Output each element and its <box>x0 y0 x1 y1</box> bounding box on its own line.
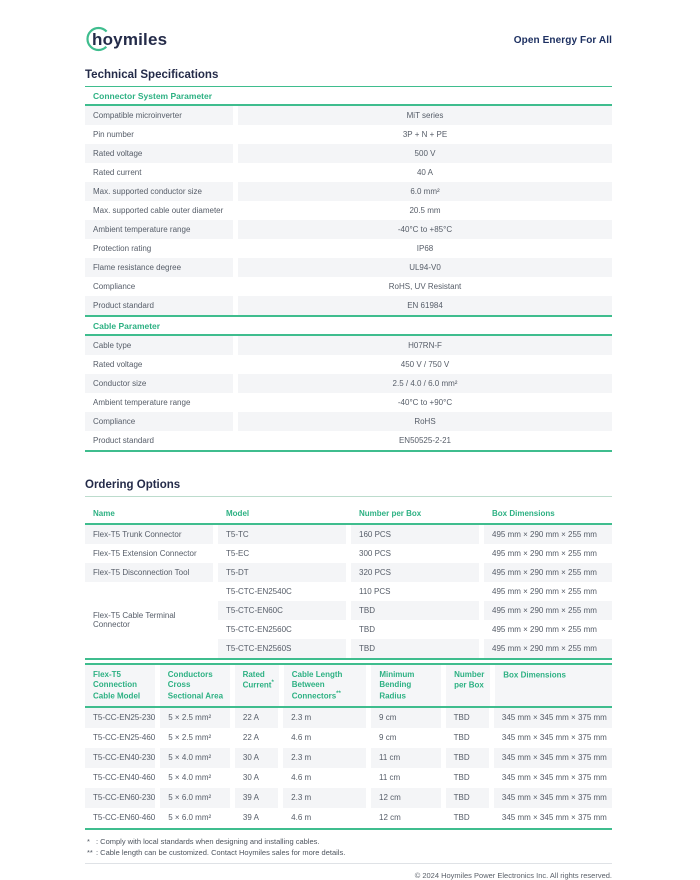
cell-number-per-box: TBD <box>446 748 489 768</box>
cell-cable-model: T5-CC-EN25-230 <box>85 708 155 728</box>
cell-box-dimensions: 495 mm × 290 mm × 255 mm <box>484 582 612 601</box>
table-row <box>85 788 612 808</box>
spec-row <box>85 144 612 163</box>
spec-row <box>85 336 612 355</box>
column-header <box>371 665 441 706</box>
table-row <box>85 728 612 748</box>
spec-value: 2.5 / 4.0 / 6.0 mm² <box>238 374 612 393</box>
spec-value: UL94-V0 <box>238 258 612 277</box>
spec-label: Cable type <box>85 336 233 355</box>
cell-rated-current: 22 A <box>235 708 278 728</box>
cell-cable-length: 2.3 m <box>283 708 366 728</box>
spec-row <box>85 258 612 277</box>
spec-row <box>85 355 612 374</box>
cell-box-dimensions: 495 mm × 290 mm × 255 mm <box>484 620 612 639</box>
cell-cable-model: T5-CC-EN25-460 <box>85 728 155 748</box>
cell-box-dimensions: 345 mm × 345 mm × 375 mm <box>494 748 612 768</box>
spec-label: Ambient temperature range <box>85 220 233 239</box>
hoymiles-logo-image <box>85 22 177 54</box>
tagline: Open Energy For All <box>513 34 612 46</box>
cell-model: T5-CTC-EN2540C <box>218 582 346 601</box>
spec-value: 3P + N + PE <box>238 125 612 144</box>
cell-name: Flex-T5 Trunk Connector <box>85 525 213 544</box>
spec-label: Protection rating <box>85 239 233 258</box>
spec-label: Product standard <box>85 431 233 450</box>
table-row <box>218 620 612 639</box>
cell-box-dimensions: 495 mm × 290 mm × 255 mm <box>484 563 612 582</box>
spec-label: Pin number <box>85 125 233 144</box>
ordering-options-title: Ordering Options <box>85 479 612 497</box>
cell-number-per-box: TBD <box>351 601 479 620</box>
column-header <box>284 665 367 706</box>
column-header: Box Dimensions <box>492 509 555 518</box>
cell-cable-model: T5-CC-EN40-460 <box>85 768 155 788</box>
cell-model: T5-TC <box>218 525 346 544</box>
spec-row <box>85 201 612 220</box>
spec-value: 20.5 mm <box>238 201 612 220</box>
column-header: Model <box>226 509 250 518</box>
spec-value: 6.0 mm² <box>238 182 612 201</box>
table-row <box>85 808 612 828</box>
cell-bending-radius: 11 cm <box>371 748 441 768</box>
cell-rated-current: 22 A <box>235 728 278 748</box>
column-header-footnote-marker: ** <box>336 690 341 697</box>
spec-label: Compliance <box>85 277 233 296</box>
table-row <box>85 708 612 728</box>
spec-value: RoHS, UV Resistant <box>238 277 612 296</box>
spec-row <box>85 220 612 239</box>
footnote-text: : Cable length can be customized. Contact Hoymiles sales for more details. <box>96 847 346 857</box>
spec-label: Compatible microinverter <box>85 106 233 125</box>
cell-cross-sectional-area: 5 × 6.0 mm² <box>160 788 230 808</box>
footnote <box>85 847 612 858</box>
cell-cable-length: 2.3 m <box>283 748 366 768</box>
cell-name: Flex-T5 Extension Connector <box>85 544 213 563</box>
logo-wordmark: hoymiles <box>92 29 168 49</box>
cell-box-dimensions: 345 mm × 345 mm × 375 mm <box>494 768 612 788</box>
group-rows <box>218 582 612 658</box>
spec-value: 500 V <box>238 144 612 163</box>
spec-label: Max. supported conductor size <box>85 182 233 201</box>
footer-divider <box>85 863 612 864</box>
column-header <box>85 665 155 706</box>
spec-row <box>85 163 612 182</box>
spec-row <box>85 182 612 201</box>
table-row <box>218 639 612 658</box>
column-header: Number per Box <box>359 509 422 518</box>
cell-box-dimensions: 345 mm × 345 mm × 375 mm <box>494 728 612 748</box>
table-row <box>85 525 612 544</box>
cable-terminal-connector-group <box>85 582 612 658</box>
cell-cable-length: 4.6 m <box>283 728 366 748</box>
spec-row <box>85 374 612 393</box>
footnote <box>85 836 612 847</box>
hoymiles-logo <box>85 22 177 59</box>
cell-box-dimensions: 345 mm × 345 mm × 375 mm <box>494 788 612 808</box>
cell-model: T5-DT <box>218 563 346 582</box>
cell-number-per-box: 300 PCS <box>351 544 479 563</box>
table-row <box>85 748 612 768</box>
spec-label: Compliance <box>85 412 233 431</box>
connection-cable-ordering-table <box>85 663 612 830</box>
cell-bending-radius: 9 cm <box>371 708 441 728</box>
copyright-text: © 2024 Hoymiles Power Electronics Inc. All rights reserved. <box>414 870 612 880</box>
spec-label: Rated current <box>85 163 233 182</box>
cell-box-dimensions: 345 mm × 345 mm × 375 mm <box>494 708 612 728</box>
spec-label: Rated voltage <box>85 355 233 374</box>
column-header-label: Cable Length Between Connectors <box>291 670 343 701</box>
cell-number-per-box: TBD <box>446 708 489 728</box>
cell-box-dimensions: 495 mm × 290 mm × 255 mm <box>484 525 612 544</box>
spec-row <box>85 106 612 125</box>
tech-specs-title: Technical Specifications <box>85 69 612 87</box>
cell-model: T5-CTC-EN2560S <box>218 639 346 658</box>
cell-model: T5-EC <box>218 544 346 563</box>
cell-cable-length: 4.6 m <box>283 768 366 788</box>
spec-value: 450 V / 750 V <box>238 355 612 374</box>
spec-value: H07RN-F <box>238 336 612 355</box>
cell-number-per-box: 160 PCS <box>351 525 479 544</box>
cell-rated-current: 39 A <box>235 808 278 828</box>
cell-number-per-box: 110 PCS <box>351 582 479 601</box>
connector-ordering-header-row <box>85 503 612 525</box>
cell-rated-current: 39 A <box>235 788 278 808</box>
spec-row <box>85 431 612 450</box>
cell-number-per-box: 320 PCS <box>351 563 479 582</box>
cable-spec-table <box>85 336 612 452</box>
cell-number-per-box: TBD <box>446 728 489 748</box>
table-row <box>85 563 612 582</box>
cell-cable-length: 2.3 m <box>283 788 366 808</box>
column-header-footnote-marker: * <box>271 680 274 687</box>
spec-label: Rated voltage <box>85 144 233 163</box>
cell-rated-current: 30 A <box>235 748 278 768</box>
column-header-label: Rated Current <box>242 670 272 691</box>
cell-name: Flex-T5 Disconnection Tool <box>85 563 213 582</box>
footnote-marker: * <box>87 836 90 846</box>
cell-cable-model: T5-CC-EN40-230 <box>85 748 155 768</box>
spec-row <box>85 393 612 412</box>
spec-label: Flame resistance degree <box>85 258 233 277</box>
spec-row <box>85 125 612 144</box>
column-header-label: Flex-T5 Connection Cable Model <box>93 670 141 701</box>
cell-bending-radius: 9 cm <box>371 728 441 748</box>
cell-cable-model: T5-CC-EN60-230 <box>85 788 155 808</box>
cell-bending-radius: 12 cm <box>371 788 441 808</box>
cell-bending-radius: 12 cm <box>371 808 441 828</box>
connector-ordering-body <box>85 525 612 582</box>
column-header: Name <box>93 509 115 518</box>
footnote-marker: ** <box>87 847 93 857</box>
group-name-cell: Flex-T5 Cable Terminal Connector <box>85 582 213 658</box>
spec-label: Product standard <box>85 296 233 315</box>
spec-label: Max. supported cable outer diameter <box>85 201 233 220</box>
table-row <box>85 544 612 563</box>
cell-cross-sectional-area: 5 × 4.0 mm² <box>160 768 230 788</box>
table-row <box>218 601 612 620</box>
column-header <box>446 665 490 706</box>
cable-parameter-section <box>85 317 612 452</box>
cell-number-per-box: TBD <box>446 768 489 788</box>
connector-ordering-table <box>85 503 612 660</box>
spec-value: -40°C to +85°C <box>238 220 612 239</box>
column-header <box>160 665 230 706</box>
cell-cross-sectional-area: 5 × 4.0 mm² <box>160 748 230 768</box>
cell-cross-sectional-area: 5 × 6.0 mm² <box>160 808 230 828</box>
cell-box-dimensions: 495 mm × 290 mm × 255 mm <box>484 544 612 563</box>
cell-box-dimensions: 345 mm × 345 mm × 375 mm <box>494 808 612 828</box>
connection-cable-body <box>85 708 612 828</box>
column-header <box>235 665 279 706</box>
cell-number-per-box: TBD <box>446 808 489 828</box>
cell-box-dimensions: 495 mm × 290 mm × 255 mm <box>484 601 612 620</box>
footnote-text: : Comply with local standards when designing and installing cables. <box>96 836 320 846</box>
cell-number-per-box: TBD <box>351 620 479 639</box>
spec-value: -40°C to +90°C <box>238 393 612 412</box>
cell-number-per-box: TBD <box>446 788 489 808</box>
cell-cable-model: T5-CC-EN60-460 <box>85 808 155 828</box>
column-header-label: Number per Box <box>454 670 485 691</box>
topbar <box>85 24 612 56</box>
spec-value: IP68 <box>238 239 612 258</box>
column-header-label: Minimum Bending Radius <box>379 670 415 701</box>
spec-row <box>85 277 612 296</box>
table-row <box>85 768 612 788</box>
spec-label: Conductor size <box>85 374 233 393</box>
cell-rated-current: 30 A <box>235 768 278 788</box>
section-title-connector: Connector System Parameter <box>85 87 612 106</box>
cell-number-per-box: TBD <box>351 639 479 658</box>
cell-model: T5-CTC-EN2560C <box>218 620 346 639</box>
connection-cable-header-row <box>85 665 612 708</box>
spec-value: EN50525-2-21 <box>238 431 612 450</box>
cell-box-dimensions: 495 mm × 290 mm × 255 mm <box>484 639 612 658</box>
section-title-cable: Cable Parameter <box>85 317 612 336</box>
column-header-label: Box Dimensions <box>503 670 566 680</box>
spec-value: EN 61984 <box>238 296 612 315</box>
spec-row <box>85 239 612 258</box>
connector-parameter-section <box>85 87 612 317</box>
cell-bending-radius: 11 cm <box>371 768 441 788</box>
spec-row <box>85 412 612 431</box>
footnotes <box>85 836 612 858</box>
spec-row <box>85 296 612 315</box>
cell-cross-sectional-area: 5 × 2.5 mm² <box>160 728 230 748</box>
column-header <box>495 665 612 706</box>
spec-value: MiT series <box>238 106 612 125</box>
connector-spec-table <box>85 106 612 317</box>
table-row <box>218 582 612 601</box>
spec-value: 40 A <box>238 163 612 182</box>
cell-cross-sectional-area: 5 × 2.5 mm² <box>160 708 230 728</box>
spec-value: RoHS <box>238 412 612 431</box>
spec-label: Ambient temperature range <box>85 393 233 412</box>
column-header-label: Conductors Cross Sectional Area <box>167 670 224 701</box>
cell-model: T5-CTC-EN60C <box>218 601 346 620</box>
cell-cable-length: 4.6 m <box>283 808 366 828</box>
